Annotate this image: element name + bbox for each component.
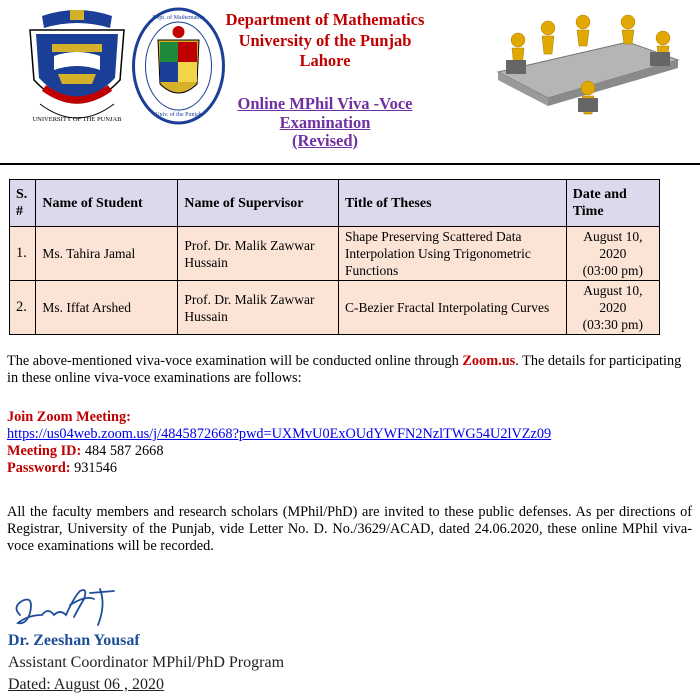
password-value: 931546 bbox=[74, 460, 118, 476]
col-header-sn: S. # bbox=[10, 180, 36, 227]
university-name: University of the Punjab bbox=[238, 30, 412, 50]
svg-text:Dept. of Mathematics: Dept. of Mathematics bbox=[152, 15, 205, 21]
cell-date bbox=[566, 281, 659, 335]
zoom-details bbox=[7, 409, 692, 477]
cell-supervisor: Prof. Dr. Malik Zawwar Hussain bbox=[178, 227, 339, 281]
exam-title-line2: Examination bbox=[279, 112, 371, 132]
col-header-date: Date and Time bbox=[566, 180, 659, 227]
cell-student: Ms. Iffat Arshed bbox=[36, 281, 178, 335]
institution-heading bbox=[205, 10, 445, 72]
table-row bbox=[10, 227, 660, 281]
svg-text:UNIVERSITY OF THE PUNJAB: UNIVERSITY OF THE PUNJAB bbox=[32, 116, 122, 123]
cell-title: C-Bezier Fractal Interpolating Curves bbox=[338, 281, 566, 335]
date-text: August 10, 2020 bbox=[583, 283, 643, 315]
cell-sn: 1. bbox=[10, 227, 36, 281]
exam-title-line1: Online MPhil Viva -Voce bbox=[237, 94, 413, 113]
col-header-title: Title of Theses bbox=[338, 180, 566, 227]
cell-supervisor: Prof. Dr. Malik Zawwar Hussain bbox=[178, 281, 339, 335]
viva-schedule-table bbox=[9, 179, 660, 335]
table-row bbox=[10, 281, 660, 335]
signer-name: Dr. Zeeshan Yousaf bbox=[8, 632, 140, 649]
header-divider bbox=[0, 163, 700, 165]
dated-line: Dated: August 06 , 2020 bbox=[8, 676, 164, 693]
intro-paragraph bbox=[7, 353, 692, 387]
cell-date bbox=[566, 227, 659, 281]
table-header-row bbox=[10, 180, 660, 227]
cell-student: Ms. Tahira Jamal bbox=[36, 227, 178, 281]
join-zoom-label: Join Zoom Meeting: bbox=[7, 409, 131, 425]
city-name: Lahore bbox=[299, 51, 351, 70]
conference-table-icon bbox=[498, 15, 678, 114]
zoom-meeting-link[interactable]: https://us04web.zoom.us/j/4845872668?pwd=UXMvU0ExOUdYWFN2NzlTWG54U2lVZz09 bbox=[7, 426, 552, 442]
intro-text-pre: The above-mentioned viva-voce examination will be conducted online through bbox=[7, 353, 463, 369]
meeting-table-illustration bbox=[478, 10, 688, 118]
exam-heading bbox=[230, 95, 420, 151]
intro-text-post: . The details for participating in these online viva-voce examinations are follows: bbox=[7, 353, 682, 386]
password-label: Password: bbox=[7, 460, 71, 476]
closing-paragraph: All the faculty members and research scholars (MPhil/PhD) are invited to these public defenses. As per directions of Registrar, University of the Punjab, vide Letter No. D. No./3629/ACAD, dated 24.06.2020, these online MPhil viva-voce examinations will be recorded. bbox=[7, 504, 692, 554]
exam-title-line3: (Revised) bbox=[292, 131, 358, 150]
crest-icon bbox=[30, 10, 124, 123]
signer-role: Assistant Coordinator MPhil/PhD Program bbox=[8, 654, 285, 671]
zoom-brand: Zoom.us bbox=[462, 353, 516, 369]
meeting-id-value: 484 587 2668 bbox=[84, 443, 164, 459]
university-of-the-punjab-logo bbox=[22, 8, 132, 130]
cell-sn: 2. bbox=[10, 281, 36, 335]
svg-text:Univ. of the Punjab: Univ. of the Punjab bbox=[155, 112, 202, 118]
col-header-supervisor: Name of Supervisor bbox=[178, 180, 339, 227]
handwritten-signature bbox=[8, 585, 133, 635]
col-header-student: Name of Student bbox=[36, 180, 178, 227]
department-name: Department of Mathematics bbox=[225, 10, 425, 29]
time-text: (03:30 pm) bbox=[582, 317, 644, 332]
date-text: August 10, 2020 bbox=[583, 229, 643, 261]
time-text: (03:00 pm) bbox=[582, 263, 644, 278]
meeting-id-label: Meeting ID: bbox=[7, 443, 82, 459]
cell-title: Shape Preserving Scattered Data Interpolation Using Trigonometric Functions bbox=[338, 227, 566, 281]
